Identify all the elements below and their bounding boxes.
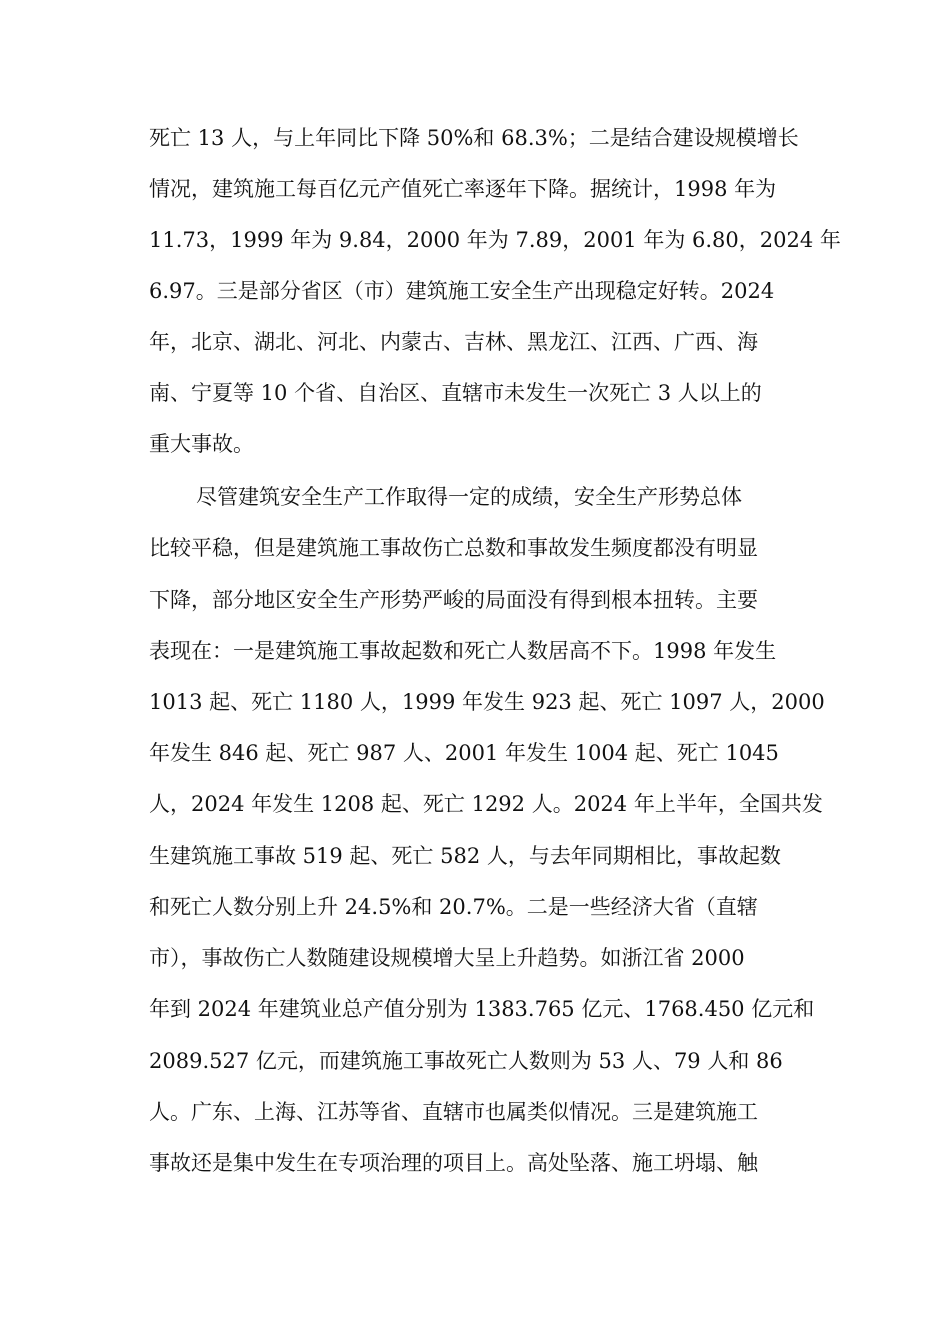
text-line: 生建筑施工事故 519 起、死亡 582 人，与去年同期相比，事故起数 — [149, 844, 781, 868]
text-line: 事故还是集中发生在专项治理的项目上。高处坠落、施工坍塌、触 — [149, 1151, 758, 1175]
text-line: 下降，部分地区安全生产形势严峻的局面没有得到根本扭转。主要 — [149, 588, 758, 612]
text-line: 1013 起、死亡 1180 人，1999 年发生 923 起、死亡 1097 人，2000 — [149, 690, 825, 714]
text-line: 表现在：一是建筑施工事故起数和死亡人数居高不下。1998 年发生 — [149, 639, 777, 663]
text-line: 年，北京、湖北、河北、内蒙古、吉林、黑龙江、江西、广西、海 — [149, 330, 758, 354]
text-line: 死亡 13 人，与上年同比下降 50%和 68.3%；二是结合建设规模增长 — [149, 126, 799, 150]
text-line: 重大事故。 — [149, 432, 254, 456]
text-line: 人。广东、上海、江苏等省、直辖市也属类似情况。三是建筑施工 — [149, 1100, 758, 1124]
text-line: 情况，建筑施工每百亿元产值死亡率逐年下降。据统计，1998 年为 — [149, 177, 777, 201]
text-line: 市），事故伤亡人数随建设规模增大呈上升趋势。如浙江省 2000 — [149, 946, 745, 970]
text-line: 人，2024 年发生 1208 起、死亡 1292 人。2024 年上半年，全国共发 — [149, 792, 823, 816]
text-line: 南、宁夏等 10 个省、自治区、直辖市未发生一次死亡 3 人以上的 — [149, 381, 762, 405]
text-line: 2089.527 亿元，而建筑施工事故死亡人数则为 53 人、79 人和 86 — [149, 1049, 783, 1073]
text-line: 比较平稳，但是建筑施工事故伤亡总数和事故发生频度都没有明显 — [149, 536, 758, 560]
text-line: 年到 2024 年建筑业总产值分别为 1383.765 亿元、1768.450 亿元和 — [149, 997, 815, 1021]
text-line: 和死亡人数分别上升 24.5%和 20.7%。二是一些经济大省（直辖 — [149, 895, 758, 919]
text-line: 6.97。三是部分省区（市）建筑施工安全生产出现稳定好转。2024 — [149, 279, 775, 303]
text-line: 11.73，1999 年为 9.84，2000 年为 7.89，2001 年为 6.80，2024 年 — [149, 228, 841, 252]
text-line: 年发生 846 起、死亡 987 人、2001 年发生 1004 起、死亡 1045 — [149, 741, 779, 765]
text-line: 尽管建筑安全生产工作取得一定的成绩，安全生产形势总体 — [196, 485, 742, 509]
